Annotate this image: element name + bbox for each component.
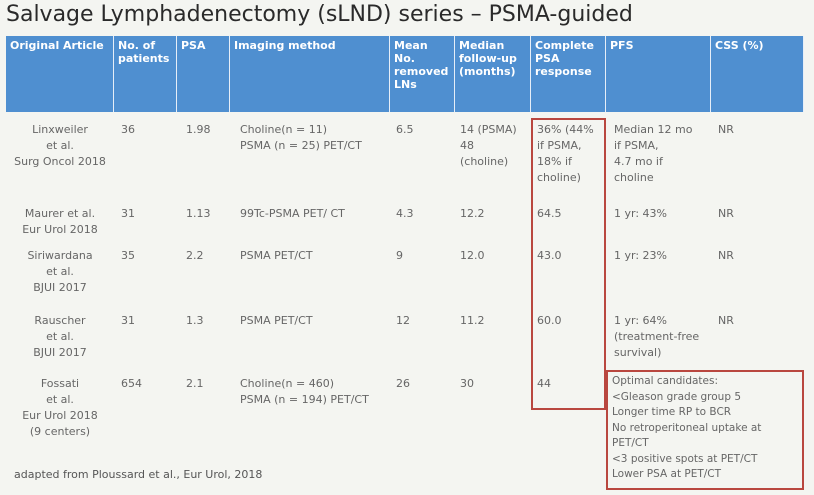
header-imaging-method: Imaging method [230,36,390,112]
header-psa: PSA [177,36,230,112]
cell-psa: 2.2 [186,249,204,262]
header-mean-removed-lns: Mean No. removed LNs [390,36,455,112]
cell-imaging: PSMA PET/CT [240,249,313,262]
cell-imaging: Choline(n = 11) PSMA (n = 25) PET/CT [240,123,362,152]
cell-patients: 31 [121,207,135,220]
cell-follow-up: 11.2 [460,314,485,327]
header-complete-psa-response: Complete PSA response [531,36,606,112]
cell-follow-up: 12.2 [460,207,485,220]
cell-psa-response: 43.0 [537,249,562,262]
cell-imaging: PSMA PET/CT [240,314,313,327]
cell-patients: 654 [121,377,142,390]
cell-css: NR [718,207,734,220]
header-no-of-patients: No. of patients [114,36,177,112]
cell-patients: 35 [121,249,135,262]
cell-article: Linxweiler et al. Surg Oncol 2018 [14,123,106,168]
cell-follow-up: 12.0 [460,249,485,262]
cell-psa: 1.13 [186,207,211,220]
cell-psa: 1.98 [186,123,211,136]
cell-removed-lns: 9 [396,249,403,262]
cell-psa-response: 60.0 [537,314,562,327]
cell-psa-response: 36% (44% if PSMA, 18% if choline) [537,123,594,184]
cell-psa-response: 44 [537,377,551,390]
psa-response-highlight-box [531,118,606,410]
cell-imaging: 99Tc-PSMA PET/ CT [240,207,345,220]
header-pfs: PFS [606,36,711,112]
header-original-article: Original Article [6,36,114,112]
cell-removed-lns: 12 [396,314,410,327]
cell-pfs: 1 yr: 23% [614,249,667,262]
cell-removed-lns: 6.5 [396,123,414,136]
cell-removed-lns: 4.3 [396,207,414,220]
cell-article: Rauscher et al. BJUI 2017 [33,314,87,359]
cell-article: Maurer et al. Eur Urol 2018 [22,207,98,236]
slide-title: Salvage Lymphadenectomy (sLND) series – PSMA-guided [6,2,633,27]
cell-psa-response: 64.5 [537,207,562,220]
cell-patients: 36 [121,123,135,136]
cell-follow-up: 30 [460,377,474,390]
cell-psa: 2.1 [186,377,204,390]
header-median-follow-up: Median follow-up (months) [455,36,531,112]
cell-css: NR [718,249,734,262]
source-footnote: adapted from Ploussard et al., Eur Urol, 2018 [14,468,263,481]
cell-css: NR [718,123,734,136]
cell-article: Siriwardana et al. BJUI 2017 [27,249,93,294]
cell-pfs: 1 yr: 43% [614,207,667,220]
cell-article: Fossati et al. Eur Urol 2018 (9 centers) [22,377,98,438]
cell-follow-up: 14 (PSMA) 48 (choline) [460,123,517,168]
cell-pfs: Median 12 mo if PSMA, 4.7 mo if choline [614,123,693,184]
cell-pfs: 1 yr: 64% (treatment-free survival) [614,314,700,359]
cell-removed-lns: 26 [396,377,410,390]
cell-css: NR [718,314,734,327]
cell-imaging: Choline(n = 460) PSMA (n = 194) PET/CT [240,377,369,406]
cell-patients: 31 [121,314,135,327]
cell-psa: 1.3 [186,314,204,327]
header-css: CSS (%) [711,36,804,112]
optimal-candidates-text: Optimal candidates: <Gleason grade group 5 Longer time RP to BCR No retroperitoneal uptake at PET/CT <3 positive spots at PET/CT Lower PSA at PET/CT [612,375,762,480]
